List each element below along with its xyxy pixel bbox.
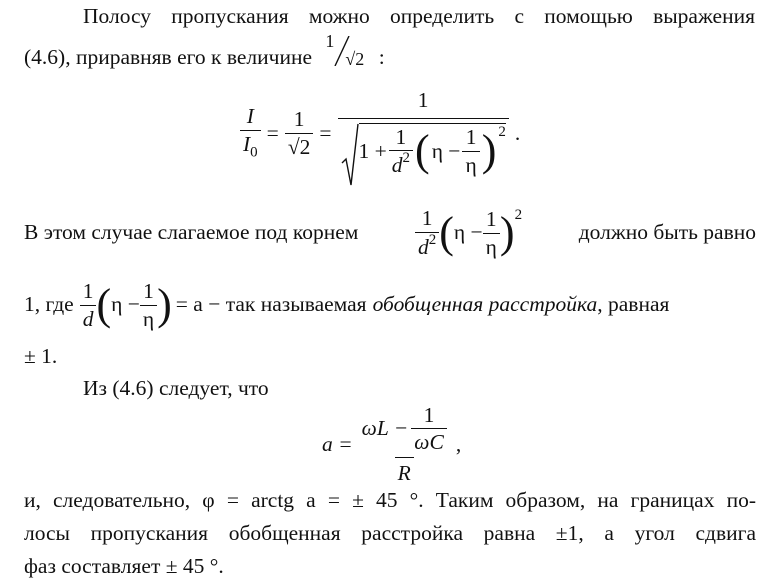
comma: , — [455, 431, 462, 456]
left-paren: ( — [415, 126, 430, 176]
text-run: должно быть равно — [578, 220, 756, 245]
frac-den: ωC — [411, 428, 447, 454]
frac-num: I — [246, 104, 254, 129]
frac-num: 1 — [465, 125, 477, 150]
d-symbol: d — [418, 235, 429, 260]
fraction-1-over-omega-c — [411, 404, 447, 454]
radicand — [359, 123, 506, 177]
fraction-1-over-d — [80, 280, 97, 330]
frac-den — [415, 232, 439, 259]
radical-icon — [341, 123, 359, 187]
frac-num: 1 — [421, 206, 433, 231]
equation-2 — [322, 402, 461, 486]
fraction-1-over-eta — [462, 126, 479, 176]
left-paren: ( — [96, 280, 112, 329]
frac-den — [240, 130, 261, 161]
paragraph-line: ± 1. — [24, 344, 58, 368]
frac-num — [359, 404, 450, 457]
paragraph-line — [24, 200, 756, 266]
inline-formula — [415, 207, 522, 258]
paragraph-line: Полосу пропускания можно определить с помощью выражения — [83, 4, 755, 28]
period: . — [514, 120, 521, 145]
eta-minus: η − — [111, 292, 140, 317]
fraction-big — [338, 89, 509, 177]
italic-term: обобщенная расстройка — [372, 292, 598, 317]
eta-minus: η − — [431, 139, 461, 163]
inline-fraction — [317, 31, 373, 70]
a-equals: a = — [322, 431, 353, 456]
omega-l-minus: ωL − — [361, 416, 409, 441]
fraction-1-over-d2 — [389, 126, 413, 177]
paragraph-line: фаз составляет ± 45 °. — [24, 554, 224, 578]
i-symbol: I — [243, 131, 251, 156]
text-run: 1, где — [24, 292, 74, 317]
fraction-a — [359, 404, 450, 485]
left-paren: ( — [439, 208, 454, 257]
frac-den — [338, 118, 509, 177]
frac-den: η — [462, 151, 479, 177]
superscript: 2 — [402, 150, 411, 167]
subscript: 0 — [250, 144, 258, 161]
frac-den: η — [140, 305, 157, 331]
fraction-one-over-sqrt2 — [285, 108, 314, 158]
frac-den: d — [80, 305, 97, 331]
right-paren: ) — [481, 126, 497, 176]
sqrt-expression — [341, 123, 506, 177]
fraction-i-over-i0 — [240, 105, 261, 161]
paragraph-line: Из (4.6) следует, что — [83, 376, 269, 400]
frac-den: √2 — [345, 49, 365, 69]
frac-den — [389, 150, 413, 177]
equation-1 — [240, 78, 520, 188]
frac-num: 1 — [417, 88, 429, 113]
paragraph-line — [24, 272, 756, 338]
frac-num: 1 — [293, 106, 305, 131]
frac-den: R — [395, 457, 414, 485]
paragraph-line — [24, 31, 385, 70]
fraction-1-over-d2 — [415, 207, 439, 258]
equals-sign: = — [319, 120, 332, 145]
fraction-1-over-eta — [483, 208, 500, 258]
frac-den: √2 — [285, 133, 314, 159]
text-run: : — [378, 45, 385, 69]
right-paren: ) — [499, 208, 515, 257]
text-run: , равная — [597, 292, 670, 317]
eta-minus: η − — [453, 220, 483, 245]
frac-num: 1 — [395, 124, 407, 149]
frac-num: 1 — [325, 31, 335, 51]
text-run: В этом случае слагаемое под корнем — [24, 220, 359, 245]
frac-den: η — [483, 233, 500, 259]
right-paren: ) — [157, 280, 172, 329]
superscript: 2 — [514, 206, 523, 223]
fraction-1-over-eta — [140, 280, 157, 330]
paragraph-line: и, следовательно, φ = arctg a = ± 45 °. Таким образом, на границах по- — [24, 488, 756, 512]
equals-sign: = — [266, 120, 279, 145]
frac-num: 1 — [485, 206, 497, 231]
frac-num: 1 — [143, 278, 154, 303]
d-symbol: d — [391, 153, 403, 178]
text-run: = a − так называемая — [175, 292, 367, 317]
paragraph-line: лосы пропускания обобщенная расстройка равна ±1, а угол сдвига — [24, 521, 756, 545]
text-run: (4.6), приравняв его к величине — [24, 45, 313, 69]
inline-formula — [80, 280, 172, 330]
frac-num: 1 — [82, 278, 94, 303]
superscript: 2 — [428, 231, 437, 248]
one-plus: 1 + — [358, 139, 387, 163]
superscript: 2 — [498, 124, 506, 141]
frac-num: 1 — [423, 402, 435, 427]
